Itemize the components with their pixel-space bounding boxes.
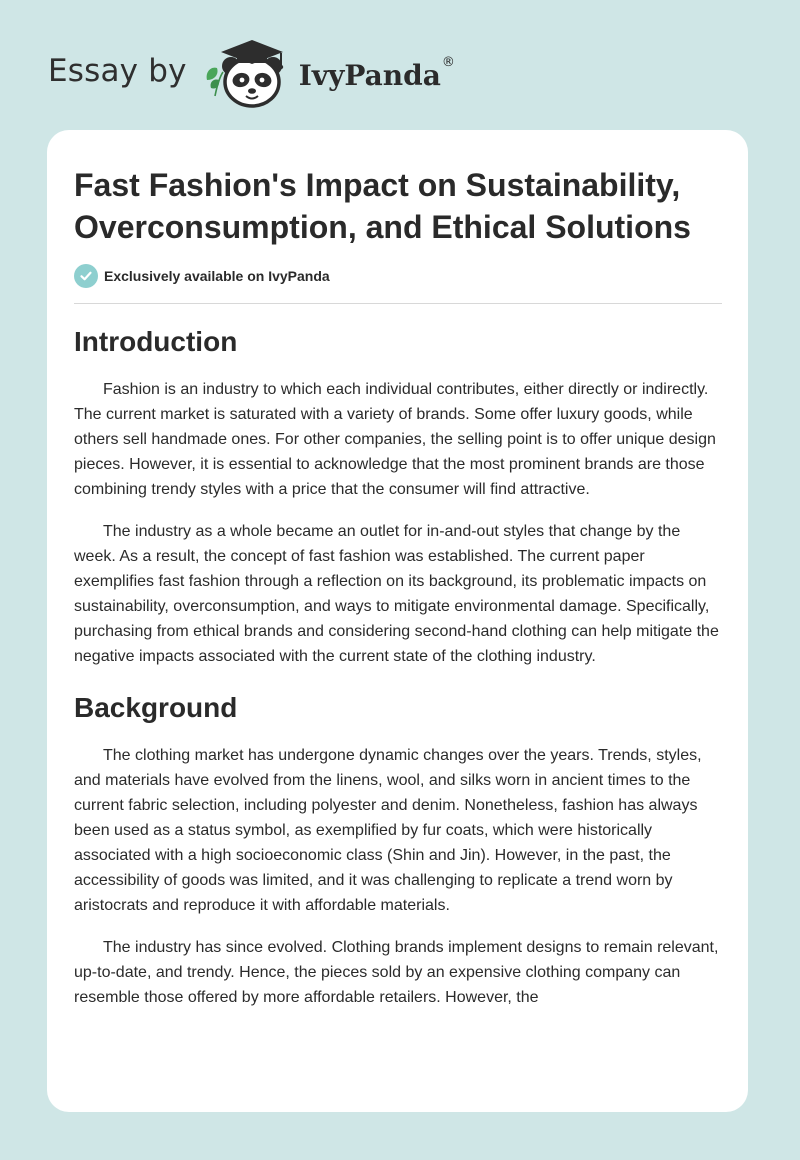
section-background bbox=[74, 688, 722, 1010]
essay-by-label: Essay by bbox=[48, 53, 187, 89]
registered-mark: ® bbox=[441, 54, 455, 70]
paragraph: The industry as a whole became an outlet for in-and-out styles that change by the week. As a result, the concept of fast fashion was established. The current paper exemplifies fast fashion through a reflection on its background, its problematic impacts on sustainability, overconsumption, and ways to mitigate environmental damage. Specifically, purchasing from ethical brands and considering second-hand clothing can help mitigate the negative impacts associated with the current state of the clothing industry. bbox=[74, 523, 719, 665]
site-header bbox=[48, 36, 455, 112]
exclusive-notice bbox=[74, 264, 330, 288]
divider bbox=[74, 303, 722, 304]
section-introduction bbox=[74, 322, 722, 669]
logo-name: IvyPanda bbox=[298, 58, 441, 92]
paragraph: The clothing market has undergone dynamic changes over the years. Trends, styles, and materials have evolved from the linens, wool, and silks worn in ancient times to the current fabric selection, including polyester and denim. Nonetheless, fashion has always been used as a status symbol, as exemplified by fur coats, which were historically associated with a high socioeconomic class (Shin and Jin). However, in the past, the accessibility of goods was limited, and it was challenging to replicate a trend worn by aristocrats and reproduce it with affordable materials. bbox=[74, 747, 702, 914]
section-heading: Introduction bbox=[74, 326, 238, 357]
exclusive-label: Exclusively available on IvyPanda bbox=[104, 268, 330, 284]
paragraph: Fashion is an industry to which each individual contributes, either directly or indirectly. The current market is saturated with a variety of brands. Some offer luxury goods, while others sell handmade ones. For other companies, the selling point is to offer unique design pieces. However, it is essential to acknowledge that the most prominent brands are those combining trendy styles with a price that the consumer will find attractive. bbox=[74, 381, 716, 498]
essay-title: Fast Fashion's Impact on Sustainability, Overconsumption, and Ethical Solutions bbox=[74, 167, 691, 245]
essay-body bbox=[74, 322, 722, 1010]
check-circle-icon bbox=[74, 264, 98, 288]
essay-card bbox=[47, 130, 748, 1112]
logo-wordmark[interactable] bbox=[298, 54, 455, 92]
section-heading: Background bbox=[74, 692, 238, 723]
paragraph: The industry has since evolved. Clothing brands implement designs to remain relevant, up-to-date, and trendy. Hence, the pieces sold by an expensive clothing company can resemble those offered by more affordable retailers. However, the bbox=[74, 939, 719, 1006]
panda-logo-icon[interactable] bbox=[201, 36, 293, 112]
